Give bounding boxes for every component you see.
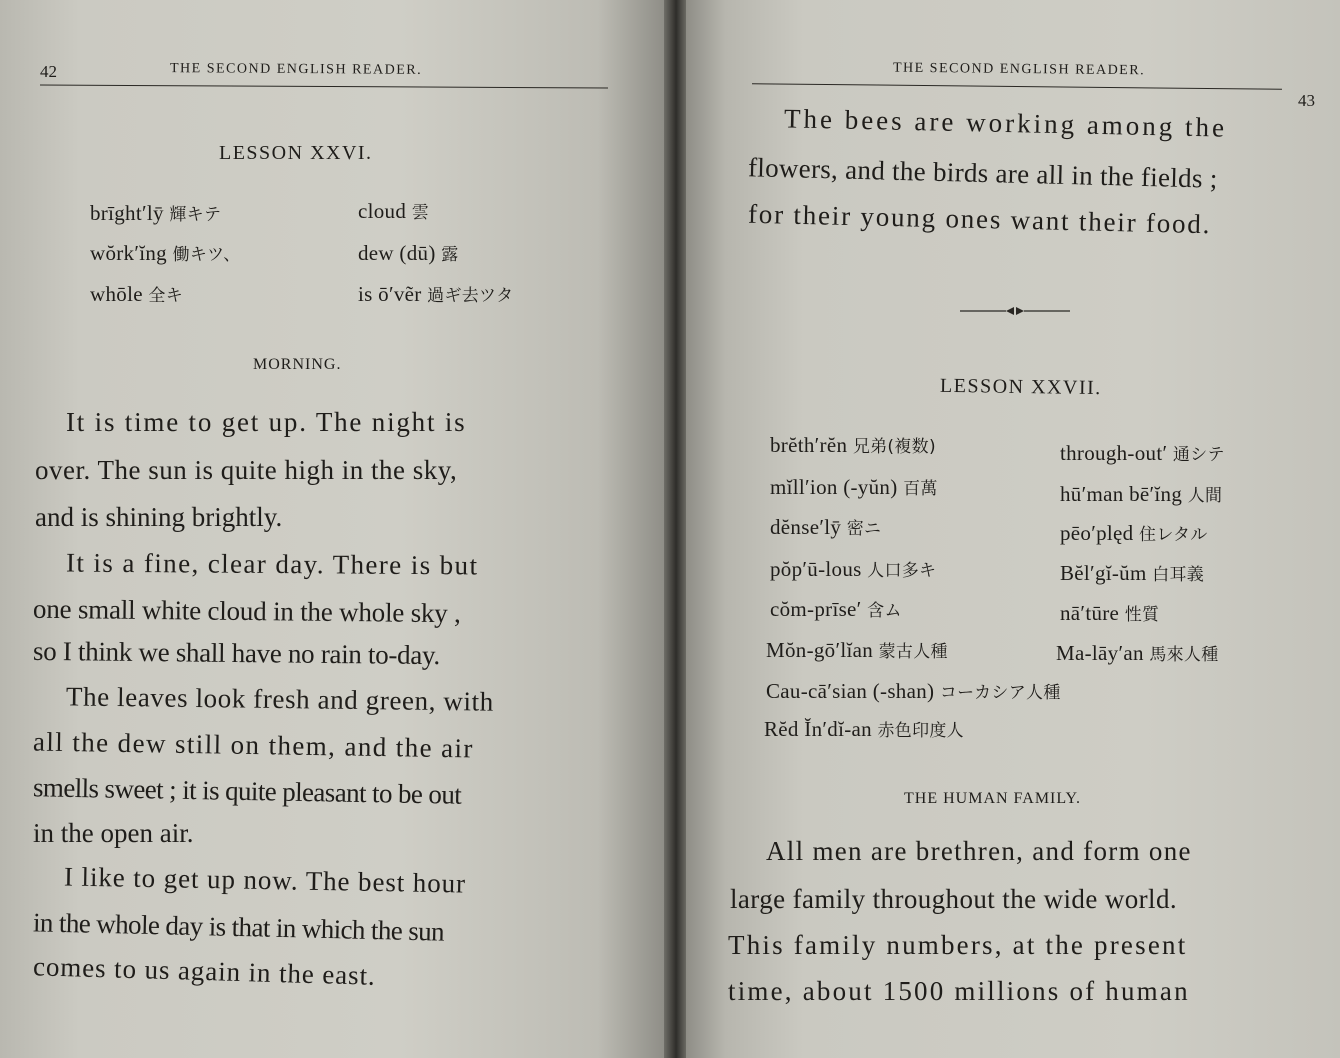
vocab-word: brīght′lȳ 輝キテ — [90, 201, 222, 225]
vocab-word: Rĕd Ĭn′dĭ-an 赤色印度人 — [764, 717, 964, 741]
vocab-word: wŏrk′ĭng 働キツ、 — [90, 241, 241, 265]
header-rule — [752, 83, 1282, 90]
text-line: over. The sun is quite high in the sky, — [35, 455, 458, 485]
text-line: in the open air. — [33, 818, 194, 848]
text-line: and is shining brightly. — [35, 502, 283, 532]
vocab-word: Cau-cā′sian (-shan) コーカシア人種 — [766, 679, 1061, 703]
vocab-word: dĕnse′lȳ 密ニ — [770, 515, 882, 539]
text-line: The leaves look fresh and green, with — [65, 681, 494, 717]
vocab-word: Mŏn-gō′lĭan 蒙古人種 — [766, 638, 948, 662]
vocab-word: Bĕl′gĭ-ŭm 白耳義 — [1060, 561, 1205, 585]
vocab-word: hū′man bē′ĭng 人間 — [1060, 482, 1223, 506]
section-title: THE HUMAN FAMILY. — [904, 790, 1082, 807]
text-line: in the whole day is that in which the sun — [32, 907, 445, 947]
header-rule — [40, 85, 608, 89]
book-gutter — [664, 0, 686, 1058]
running-head: THE SECOND ENGLISH READER. — [169, 61, 423, 78]
right-page — [686, 0, 1340, 1058]
vocab-word: whōle 全キ — [90, 282, 183, 306]
vocab-word: through-out′ 通シテ — [1060, 441, 1225, 465]
divider-ornament — [960, 304, 1070, 318]
vocab-word: cloud 雲 — [358, 199, 430, 223]
text-line: It is a fine, clear day. There is but — [65, 547, 479, 581]
text-line: smells sweet ; it is quite pleasant to be out — [32, 772, 462, 810]
section-title: MORNING. — [253, 356, 342, 373]
vocab-word: nā′tūre 性質 — [1060, 601, 1160, 625]
lesson-title: LESSON XXVI. — [219, 142, 373, 164]
vocab-word: Ma-lāy′an 馬來人種 — [1056, 641, 1219, 665]
text-line: I like to get up now. The best hour — [63, 861, 467, 899]
vocab-word: mĭll′ion (-yŭn) 百萬 — [770, 475, 938, 499]
text-line: flowers, and the birds are all in the fields ; — [747, 152, 1218, 194]
text-line: all the dew still on them, and the air — [32, 726, 475, 764]
vocab-word: cŏm-prīse′ 含ム — [770, 597, 902, 621]
text-line: This family numbers, at the present — [728, 930, 1188, 960]
text-line: time, about 1500 millions of human — [728, 976, 1190, 1006]
vocab-word: dew (dū) 露 — [358, 241, 459, 265]
vocab-word: pēo′plęd 住レタル — [1060, 521, 1208, 545]
vocab-word: brĕth′rĕn 兄弟(複数) — [770, 433, 936, 457]
running-head: THE SECOND ENGLISH READER. — [892, 60, 1146, 79]
vocab-word: is ō′vẽr 過ギ去ツタ — [358, 282, 514, 306]
text-line: for their young ones want their food. — [747, 198, 1212, 240]
text-line: large family throughout the wide world. — [730, 884, 1178, 914]
text-line: so I think we shall have no rain to-day. — [32, 635, 441, 671]
text-line: comes to us again in the east. — [32, 951, 377, 991]
page-number: 43 — [1298, 91, 1315, 110]
text-line: The bees are working among the — [783, 103, 1228, 143]
left-page — [0, 0, 664, 1058]
text-line: All men are brethren, and form one — [766, 836, 1192, 866]
text-line: one small white cloud in the whole sky , — [32, 593, 461, 629]
page-number: 42 — [40, 62, 57, 81]
vocab-word: pŏp′ū-lous 人口多キ — [770, 557, 937, 581]
text-line: It is time to get up. The night is — [66, 407, 467, 437]
lesson-title: LESSON XXVII. — [939, 374, 1102, 400]
